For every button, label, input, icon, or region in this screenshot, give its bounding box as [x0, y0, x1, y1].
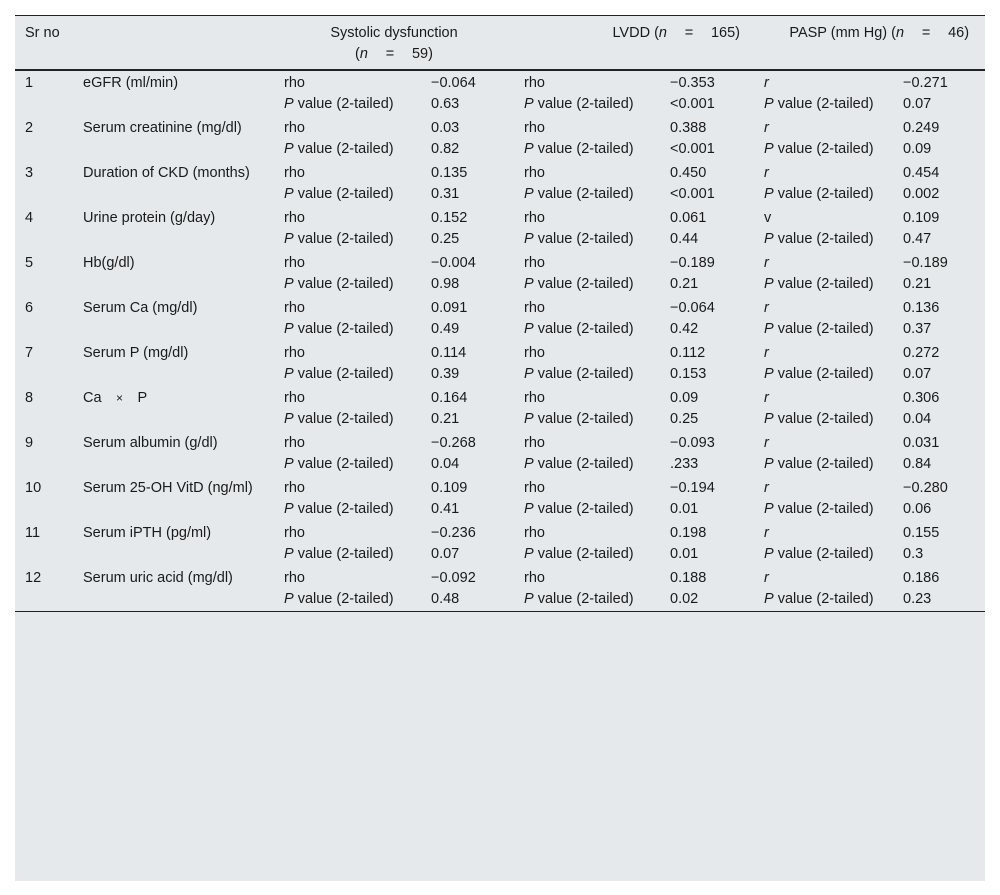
pasp-p-label	[754, 139, 893, 161]
p-symbol: P	[284, 590, 294, 607]
pasp-r-value: −0.280	[903, 479, 948, 496]
sys-rho-value: 0.109	[431, 479, 468, 496]
p-symbol: P	[524, 365, 534, 382]
lvdd-rho-value: 0.061	[670, 209, 707, 226]
p-value-label: value (2-tailed)	[533, 455, 634, 472]
row-number: 2	[25, 119, 34, 136]
parameter-name: Hb(g/dl)	[83, 254, 135, 271]
lvdd-p-label	[514, 364, 660, 386]
pasp-p-value: 0.84	[903, 455, 932, 472]
p-symbol: P	[284, 185, 294, 202]
sys-p-value: 0.63	[431, 95, 460, 112]
table-row	[15, 386, 985, 409]
lvdd-p-value: <0.001	[670, 140, 715, 157]
row-number: 4	[25, 209, 34, 226]
table-row	[15, 476, 985, 499]
p-symbol: P	[764, 410, 774, 427]
row-number: 9	[25, 434, 34, 451]
lvdd-p-label	[514, 319, 660, 341]
header-pasp: PASP (mm Hg) (n = 46)	[754, 16, 985, 70]
lvdd-stat-label: rho	[524, 164, 545, 181]
p-symbol: P	[524, 275, 534, 292]
p-symbol: P	[764, 230, 774, 247]
row-number: 8	[25, 389, 34, 406]
p-symbol: P	[284, 140, 294, 157]
pasp-p-value: 0.47	[903, 230, 932, 247]
correlation-table	[15, 15, 985, 612]
sys-p-value: 0.31	[431, 185, 460, 202]
pasp-stat-label: r	[764, 299, 769, 316]
header-srno: Sr no	[15, 16, 73, 70]
lvdd-rho-value: 0.388	[670, 119, 707, 136]
sys-stat-label: rho	[284, 434, 305, 451]
lvdd-p-value: 0.01	[670, 545, 699, 562]
p-symbol: P	[284, 320, 294, 337]
p-value-label: value (2-tailed)	[293, 95, 394, 112]
pasp-stat-label: r	[764, 434, 769, 451]
sys-rho-value: −0.236	[431, 524, 476, 541]
lvdd-stat-label: rho	[524, 479, 545, 496]
sys-p-value: 0.25	[431, 230, 460, 247]
p-value-label: value (2-tailed)	[773, 230, 874, 247]
p-symbol: P	[284, 95, 294, 112]
p-symbol: P	[524, 95, 534, 112]
pasp-p-value: 0.37	[903, 320, 932, 337]
parameter-name: Urine protein (g/day)	[83, 209, 216, 226]
pasp-p-label	[754, 589, 893, 612]
parameter-part: Ca	[83, 389, 102, 406]
pasp-r-value: 0.031	[903, 434, 940, 451]
pasp-p-label	[754, 184, 893, 206]
sys-rho-value: 0.091	[431, 299, 468, 316]
lvdd-stat-label: rho	[524, 74, 545, 91]
pasp-stat-label: r	[764, 74, 769, 91]
p-value-label: value (2-tailed)	[533, 590, 634, 607]
p-value-label: value (2-tailed)	[533, 545, 634, 562]
lvdd-p-label	[514, 409, 660, 431]
sys-rho-value: 0.03	[431, 119, 460, 136]
sys-rho-value: −0.064	[431, 74, 476, 91]
pasp-p-value: 0.07	[903, 365, 932, 382]
lvdd-p-label	[514, 499, 660, 521]
sys-p-label	[274, 409, 421, 431]
p-value-label: value (2-tailed)	[293, 410, 394, 427]
sys-rho-value: 0.114	[431, 344, 467, 361]
pasp-p-value: 0.3	[903, 545, 924, 562]
lvdd-p-value: 0.42	[670, 320, 699, 337]
lvdd-p-label	[514, 229, 660, 251]
table-row	[15, 251, 985, 274]
header-lvdd: LVDD (n = 165)	[514, 16, 754, 70]
sys-p-value: 0.07	[431, 545, 460, 562]
pasp-p-label	[754, 499, 893, 521]
p-symbol: P	[524, 140, 534, 157]
header-systolic-dysfunction: Systolic dysfunction (n = 59)	[274, 16, 514, 70]
pasp-stat-label: r	[764, 569, 769, 586]
pasp-p-label	[754, 409, 893, 431]
pasp-r-value: 0.109	[903, 209, 940, 226]
pasp-r-value: 0.272	[903, 344, 940, 361]
lvdd-p-label	[514, 544, 660, 566]
row-number: 5	[25, 254, 34, 271]
sys-p-label	[274, 94, 421, 116]
p-value-label: value (2-tailed)	[293, 500, 394, 517]
pasp-p-label	[754, 319, 893, 341]
p-symbol: P	[524, 500, 534, 517]
lvdd-p-value: 0.02	[660, 589, 754, 612]
table-row	[15, 206, 985, 229]
p-value-label: value (2-tailed)	[773, 275, 874, 292]
sys-stat-label: rho	[284, 164, 305, 181]
sys-p-label	[274, 589, 421, 612]
p-value-label: value (2-tailed)	[293, 365, 394, 382]
p-value-label: value (2-tailed)	[773, 185, 874, 202]
lvdd-rho-value: −0.189	[670, 254, 715, 271]
p-value-label: value (2-tailed)	[533, 95, 634, 112]
parameter-name: Serum Ca (mg/dl)	[83, 299, 198, 316]
parameter-name: Serum albumin (g/dl)	[83, 434, 218, 451]
pasp-r-value: −0.271	[903, 74, 948, 91]
lvdd-p-value: 0.21	[670, 275, 699, 292]
table-row	[15, 161, 985, 184]
parameter-name: Serum P (mg/dl)	[83, 344, 189, 361]
p-symbol: P	[524, 545, 534, 562]
sys-p-label	[274, 319, 421, 341]
sys-p-value: 0.82	[431, 140, 460, 157]
lvdd-p-label	[514, 139, 660, 161]
sys-stat-label: rho	[284, 209, 305, 226]
p-value-label: value (2-tailed)	[293, 590, 394, 607]
pasp-r-value: 0.186	[903, 569, 940, 586]
pasp-p-value: 0.07	[903, 95, 932, 112]
p-value-label: value (2-tailed)	[773, 455, 874, 472]
p-symbol: P	[284, 410, 294, 427]
p-symbol: P	[764, 275, 774, 292]
sys-p-value: 0.04	[431, 455, 460, 472]
pasp-r-value: 0.249	[903, 119, 940, 136]
pasp-stat-label: r	[764, 524, 769, 541]
lvdd-stat-label: rho	[524, 344, 545, 361]
pasp-p-label	[754, 229, 893, 251]
p-value-label: value (2-tailed)	[293, 320, 394, 337]
pasp-stat-label: r	[764, 344, 769, 361]
lvdd-stat-label: rho	[524, 119, 545, 136]
lvdd-p-value: <0.001	[670, 185, 715, 202]
pasp-p-value: 0.21	[903, 275, 932, 292]
pasp-p-label	[754, 364, 893, 386]
p-value-label: value (2-tailed)	[773, 410, 874, 427]
p-value-label: value (2-tailed)	[533, 365, 634, 382]
lvdd-p-label	[514, 589, 660, 612]
table-header-row	[15, 16, 985, 70]
p-symbol: P	[284, 545, 294, 562]
lvdd-stat-label: rho	[524, 254, 545, 271]
row-number: 3	[25, 164, 34, 181]
row-number: 12	[15, 566, 73, 612]
parameter-part: P	[137, 389, 148, 406]
table-row	[15, 116, 985, 139]
pasp-p-value: 0.06	[903, 500, 932, 517]
pasp-r-value: −0.189	[903, 254, 948, 271]
p-symbol: P	[524, 320, 534, 337]
p-symbol: P	[764, 140, 774, 157]
p-symbol: P	[524, 410, 534, 427]
p-value-label: value (2-tailed)	[293, 140, 394, 157]
p-value-label: value (2-tailed)	[773, 545, 874, 562]
p-value-label: value (2-tailed)	[293, 545, 394, 562]
sys-rho-value: 0.135	[431, 164, 468, 181]
p-value-label: value (2-tailed)	[773, 590, 874, 607]
lvdd-rho-value: −0.093	[670, 434, 715, 451]
lvdd-p-value: <0.001	[670, 95, 715, 112]
sys-p-label	[274, 454, 421, 476]
table-body	[15, 70, 985, 612]
parameter-name: eGFR (ml/min)	[83, 74, 179, 91]
sys-p-label	[274, 364, 421, 386]
parameter-name: Serum uric acid (mg/dl)	[73, 566, 274, 612]
lvdd-rho-value: 0.09	[670, 389, 699, 406]
lvdd-rho-value: −0.194	[670, 479, 715, 496]
p-value-label: value (2-tailed)	[773, 320, 874, 337]
lvdd-stat-label: rho	[524, 389, 545, 406]
lvdd-rho-value: 0.112	[670, 344, 706, 361]
lvdd-p-value: 0.25	[670, 410, 699, 427]
lvdd-p-value: 0.153	[670, 365, 707, 382]
pasp-r-value: 0.454	[903, 164, 940, 181]
row-number: 6	[25, 299, 34, 316]
pasp-stat-label: r	[764, 389, 769, 406]
lvdd-p-label	[514, 274, 660, 296]
p-symbol: P	[764, 365, 774, 382]
multiply-symbol: ×	[116, 390, 124, 405]
p-value-label: value (2-tailed)	[533, 410, 634, 427]
p-symbol: P	[284, 230, 294, 247]
parameter-name: Serum iPTH (pg/ml)	[83, 524, 212, 541]
lvdd-stat-label: rho	[524, 524, 545, 541]
lvdd-rho-value: −0.353	[670, 74, 715, 91]
sys-p-label	[274, 139, 421, 161]
pasp-p-label	[754, 544, 893, 566]
sys-stat-label: rho	[284, 119, 305, 136]
p-value-label: value (2-tailed)	[773, 140, 874, 157]
lvdd-p-value: 0.44	[670, 230, 699, 247]
sys-stat-label: rho	[284, 569, 305, 586]
table-row	[15, 431, 985, 454]
p-symbol: P	[284, 275, 294, 292]
table-row	[15, 70, 985, 94]
lvdd-p-label	[514, 94, 660, 116]
pasp-stat-label: v	[764, 209, 772, 226]
p-value-label: value (2-tailed)	[773, 95, 874, 112]
p-value-label: value (2-tailed)	[533, 500, 634, 517]
header-parameter	[73, 16, 274, 70]
sys-p-value: 0.48	[421, 589, 514, 612]
p-symbol: P	[764, 545, 774, 562]
p-value-label: value (2-tailed)	[773, 365, 874, 382]
row-number: 7	[25, 344, 34, 361]
pasp-r-value: 0.155	[903, 524, 940, 541]
lvdd-stat-label: rho	[524, 434, 545, 451]
pasp-r-value: 0.306	[903, 389, 940, 406]
sys-rho-value: −0.004	[431, 254, 476, 271]
sys-p-label	[274, 274, 421, 296]
lvdd-p-value: .233	[670, 455, 699, 472]
p-value-label: value (2-tailed)	[533, 275, 634, 292]
pasp-p-value: 0.23	[893, 589, 985, 612]
p-value-label: value (2-tailed)	[293, 185, 394, 202]
lvdd-stat-label: rho	[524, 209, 545, 226]
table-row	[15, 341, 985, 364]
sys-rho-value: 0.152	[431, 209, 468, 226]
parameter-name	[73, 386, 274, 431]
parameter-name: Serum 25-OH VitD (ng/ml)	[83, 479, 253, 496]
table-row	[15, 521, 985, 544]
pasp-stat-label: r	[764, 254, 769, 271]
pasp-r-value: 0.136	[903, 299, 940, 316]
p-value-label: value (2-tailed)	[293, 230, 394, 247]
parameter-name: Serum creatinine (mg/dl)	[83, 119, 242, 136]
p-symbol: P	[524, 455, 534, 472]
p-value-label: value (2-tailed)	[293, 455, 394, 472]
lvdd-rho-value: 0.198	[670, 524, 707, 541]
p-symbol: P	[764, 95, 774, 112]
sys-p-value: 0.98	[431, 275, 460, 292]
row-number: 10	[25, 479, 42, 496]
pasp-p-value: 0.09	[903, 140, 932, 157]
p-symbol: P	[764, 185, 774, 202]
sys-stat-label: rho	[284, 74, 305, 91]
p-symbol: P	[284, 500, 294, 517]
table-row	[15, 296, 985, 319]
pasp-p-value: 0.002	[903, 185, 940, 202]
lvdd-rho-value: −0.064	[670, 299, 715, 316]
p-value-label: value (2-tailed)	[533, 230, 634, 247]
p-symbol: P	[284, 365, 294, 382]
sys-p-label	[274, 229, 421, 251]
p-symbol: P	[764, 455, 774, 472]
sys-p-value: 0.21	[431, 410, 460, 427]
sys-stat-label: rho	[284, 389, 305, 406]
pasp-stat-label: r	[764, 479, 769, 496]
pasp-stat-label: r	[764, 164, 769, 181]
sys-stat-label: rho	[284, 524, 305, 541]
table-row	[15, 566, 985, 589]
sys-rho-value: −0.268	[431, 434, 476, 451]
lvdd-p-label	[514, 184, 660, 206]
p-value-label: value (2-tailed)	[293, 275, 394, 292]
sys-p-value: 0.39	[431, 365, 460, 382]
p-symbol: P	[764, 320, 774, 337]
pasp-p-label	[754, 454, 893, 476]
pasp-stat-label: r	[764, 119, 769, 136]
p-value-label: value (2-tailed)	[533, 320, 634, 337]
p-symbol: P	[524, 590, 534, 607]
sys-p-label	[274, 544, 421, 566]
pasp-p-label	[754, 274, 893, 296]
sys-stat-label: rho	[284, 344, 305, 361]
sys-stat-label: rho	[284, 299, 305, 316]
lvdd-p-value: 0.01	[670, 500, 699, 517]
p-value-label: value (2-tailed)	[533, 185, 634, 202]
sys-p-value: 0.49	[431, 320, 460, 337]
sys-p-label	[274, 499, 421, 521]
p-symbol: P	[524, 185, 534, 202]
sys-p-value: 0.41	[431, 500, 460, 517]
p-symbol: P	[764, 590, 774, 607]
correlation-table-container	[15, 15, 985, 881]
lvdd-rho-value: 0.450	[670, 164, 707, 181]
p-symbol: P	[284, 455, 294, 472]
p-value-label: value (2-tailed)	[533, 140, 634, 157]
p-symbol: P	[764, 500, 774, 517]
row-number: 1	[25, 74, 34, 91]
lvdd-rho-value: 0.188	[670, 569, 707, 586]
sys-p-label	[274, 184, 421, 206]
sys-stat-label: rho	[284, 479, 305, 496]
pasp-p-label	[754, 94, 893, 116]
parameter-name: Duration of CKD (months)	[83, 164, 250, 181]
p-symbol: P	[524, 230, 534, 247]
sys-rho-value: 0.164	[431, 389, 468, 406]
p-value-label: value (2-tailed)	[773, 500, 874, 517]
pasp-p-value: 0.04	[903, 410, 932, 427]
sys-rho-value: −0.092	[431, 569, 476, 586]
lvdd-p-label	[514, 454, 660, 476]
sys-stat-label: rho	[284, 254, 305, 271]
lvdd-stat-label: rho	[524, 569, 545, 586]
row-number: 11	[25, 524, 41, 541]
lvdd-stat-label: rho	[524, 299, 545, 316]
